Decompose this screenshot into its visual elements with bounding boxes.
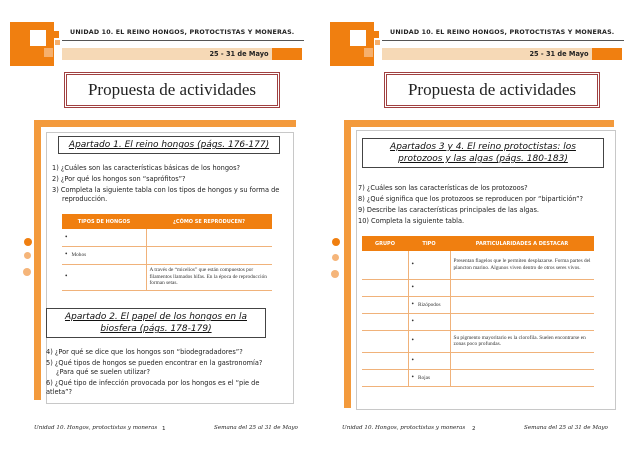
activities-banner: Propuesta de actividades (64, 72, 280, 108)
table-row (62, 229, 272, 246)
fungi-table (62, 214, 272, 291)
unit-title: UNIDAD 10. EL REINO HONGOS, PROTOCTISTAS Y MONERAS. (70, 29, 295, 36)
decor-frame-left (34, 120, 41, 400)
table-cell (450, 279, 594, 296)
table-cell: A través de “micelios” que están compuestos por filamentos llamados hifas. En la época de reproducción forman setas. (146, 264, 272, 290)
decor-square-small (375, 40, 380, 45)
footer-unit: Unidad 10. Hongos, protoctistas y moneras (342, 425, 466, 431)
question-10: 10) Completa la siguiente tabla. (358, 217, 465, 225)
date-tab (272, 48, 302, 60)
table-cell (362, 313, 408, 330)
activities-banner: Propuesta de actividades (384, 72, 600, 108)
table-cell (362, 251, 408, 279)
table-row (362, 330, 594, 352)
table-header: PARTICULARIDADES A DESTACAR (450, 236, 594, 251)
section-1-title: Apartado 1. El reino hongos (págs. 176-177) (58, 136, 280, 154)
table-header: ¿CÓMO SE REPRODUCEN? (146, 214, 272, 229)
decor-square-small (44, 48, 53, 57)
question-8: 8) ¿Qué significa que los protozoos se reproducen por “bipartición”? (358, 195, 584, 203)
decor-square-small (55, 40, 60, 45)
table-header: TIPOS DE HONGOS (62, 214, 146, 229)
table-cell (408, 352, 450, 369)
table-cell (408, 330, 450, 352)
decor-dot (332, 238, 340, 246)
section-3-4-title: Apartados 3 y 4. El reino protoctistas: los protozoos y las algas (págs. 180-183) (362, 138, 604, 168)
table-row (62, 246, 272, 264)
table-row (362, 279, 594, 296)
question-1: 1) ¿Cuáles son las características básicas de los hongos? (52, 164, 241, 172)
question-3: 3) Completa la siguiente tabla con los tipos de hongos y su forma de reproducción. (52, 186, 280, 204)
table-cell (450, 313, 594, 330)
question-5: 5) ¿Qué tipos de hongos se pueden encontrar en la gastronomía? ¿Para qué se suelen utilizar? (46, 359, 263, 377)
date-tab (592, 48, 622, 60)
table-row (362, 313, 594, 330)
page-number: 1 (162, 426, 166, 432)
table-cell (408, 313, 450, 330)
decor-square-hole (30, 30, 46, 46)
unit-title: UNIDAD 10. EL REINO HONGOS, PROTOCTISTAS Y MONERAS. (390, 29, 615, 36)
table-row (62, 264, 272, 290)
footer-unit: Unidad 10. Hongos, protoctistas y moneras (34, 425, 158, 431)
decor-square-small (372, 31, 379, 38)
decor-frame-top (34, 120, 296, 127)
table-cell (450, 369, 594, 386)
decor-frame-top (344, 120, 614, 127)
table-cell (362, 279, 408, 296)
page-number: 2 (472, 426, 476, 432)
table-cell: Su pigmento mayoritario es la clorofila. Suelen encontrarse en zonas poco profundas. (450, 330, 594, 352)
header-rule (62, 40, 304, 41)
decor-dot (24, 238, 32, 246)
table-row (362, 251, 594, 279)
table-row (362, 296, 594, 313)
date-range: 25 - 31 de Mayo (209, 50, 269, 58)
question-4: 4) ¿Por qué se dice que los hongos son “biodegradadores”? (46, 348, 243, 356)
page-2 (320, 0, 640, 452)
decor-dot (23, 268, 31, 276)
table-cell (146, 246, 272, 264)
table-cell (450, 296, 594, 313)
table-cell (62, 229, 146, 246)
table-cell (450, 352, 594, 369)
table-cell (146, 229, 272, 246)
section-2-title: Apartado 2. El papel de los hongos en la biosfera (págs. 178-179) (46, 308, 266, 338)
table-cell: • Mohos (62, 246, 146, 264)
table-cell (362, 330, 408, 352)
protists-table (362, 236, 594, 387)
table-cell: • Rojas (408, 369, 450, 386)
table-header: TIPO (408, 236, 450, 251)
question-6: 6) ¿Qué tipo de infección provocada por los hongos es el “pie de atleta”? (46, 379, 260, 397)
decor-square-small (52, 31, 59, 38)
question-7: 7) ¿Cuáles son las características de los protozoos? (358, 184, 528, 192)
table-cell: Presentan flagelos que le permiten desplazarse. Forma partes del plancton marino. Algunos viven dentro de otros seres vivos. (450, 251, 594, 279)
question-2: 2) ¿Por qué los hongos son “saprófitos”? (52, 175, 186, 183)
table-cell (408, 279, 450, 296)
question-9: 9) Describe las características principales de las algas. (358, 206, 540, 214)
decor-dot (332, 254, 339, 261)
decor-square-hole (350, 30, 366, 46)
table-cell (362, 369, 408, 386)
header-rule (382, 40, 624, 41)
table-cell (362, 296, 408, 313)
decor-square-small (364, 48, 373, 57)
decor-dot (331, 270, 339, 278)
table-cell (408, 251, 450, 279)
table-row (362, 352, 594, 369)
decor-dot (24, 252, 31, 259)
date-range: 25 - 31 de Mayo (529, 50, 589, 58)
table-cell (362, 352, 408, 369)
footer-week: Semana del 25 al 31 de Mayo (214, 425, 298, 431)
table-cell: • Rizópodos (408, 296, 450, 313)
table-row (362, 369, 594, 386)
decor-frame-left (344, 120, 351, 408)
table-cell (62, 264, 146, 290)
table-header: GRUPO (362, 236, 408, 251)
footer-week: Semana del 25 al 31 de Mayo (524, 425, 608, 431)
